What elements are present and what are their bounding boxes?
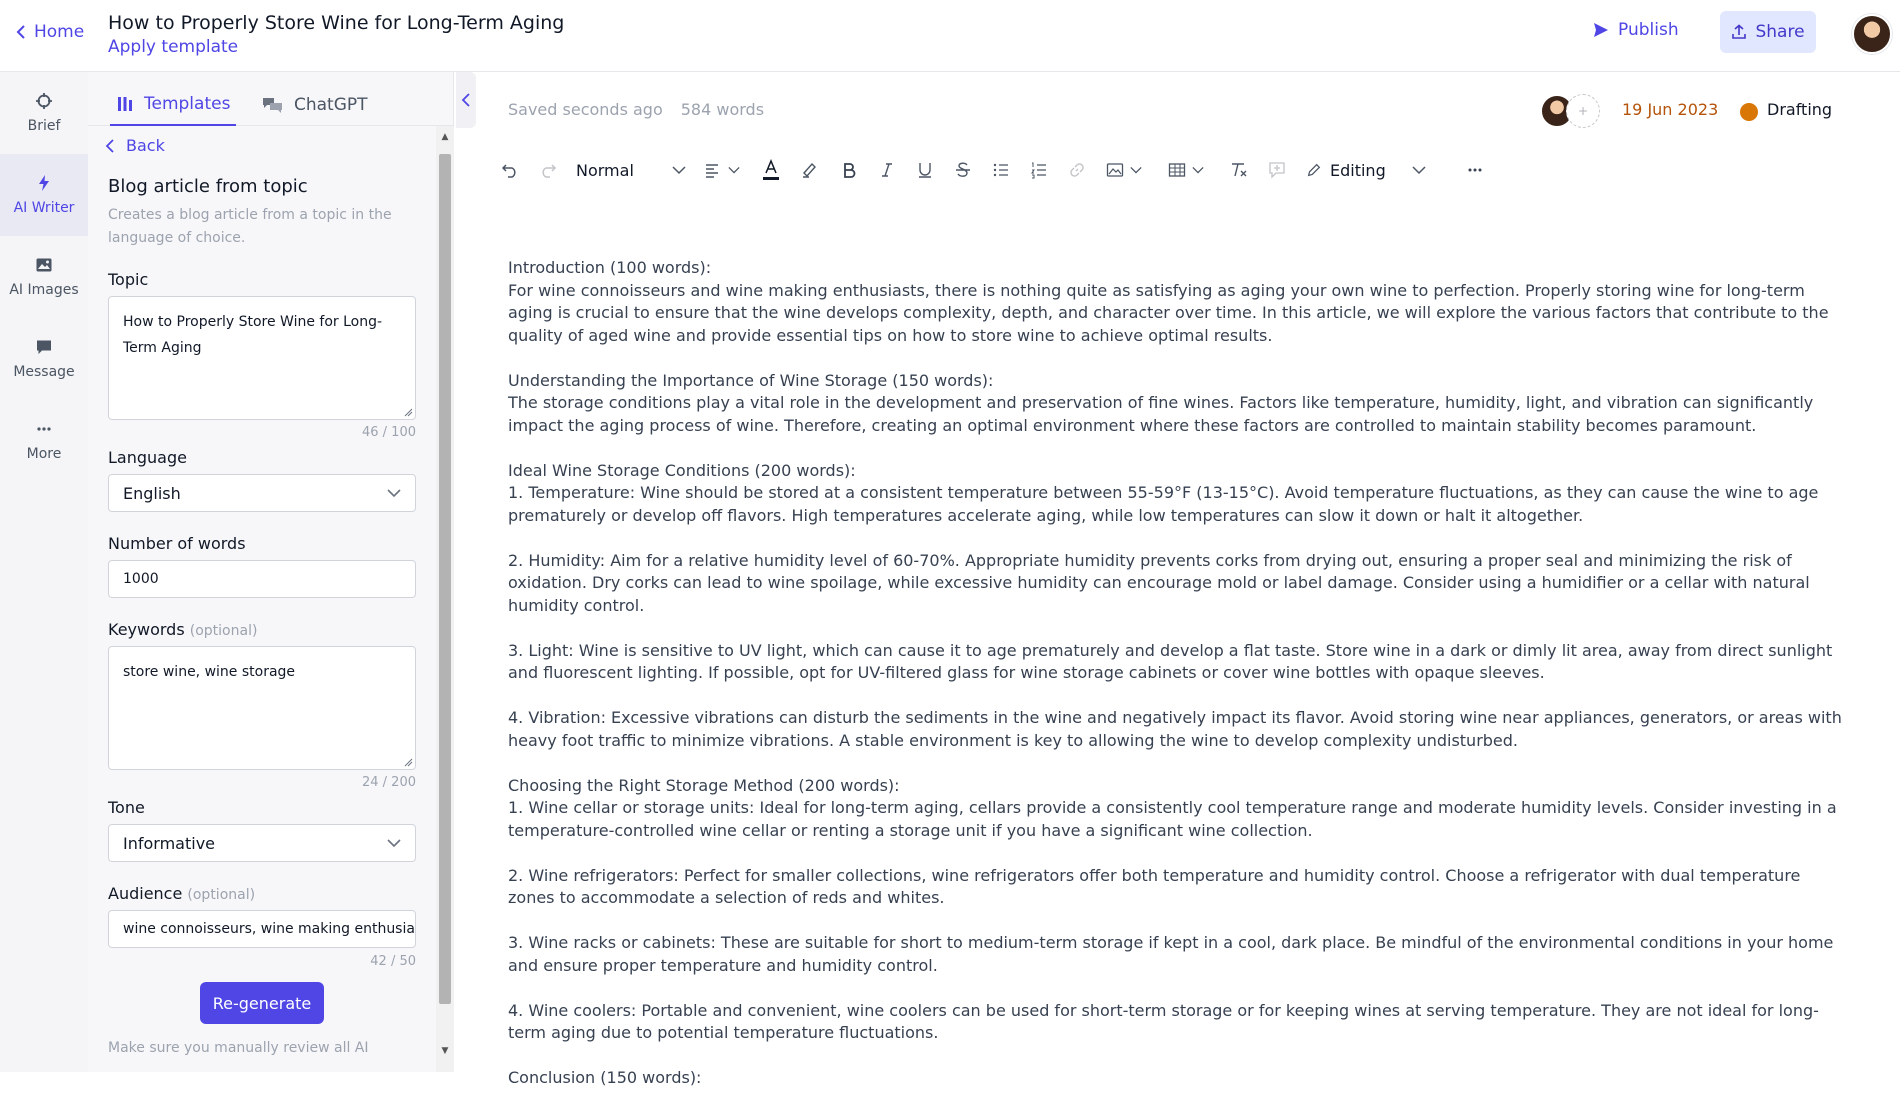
paragraph-text: 1. Wine cellar or storage units: Ideal for long-term aging, cellars provide a consistently cool temperature range and moderate humidity levels. Consider investing in a temperature-controlled wine cellar or renting a storage unit if you have a significant wine collection. <box>508 798 1837 840</box>
keywords-counter: 24 / 200 <box>362 775 416 790</box>
language-select[interactable] <box>108 474 416 512</box>
share-label: Share <box>1755 22 1805 42</box>
rail-label: Message <box>13 364 75 380</box>
paragraph-text: 4. Vibration: Excessive vibrations can disturb the sediments in the wine and negatively impact its flavor. Avoid storing wine near appliances, generators, or areas with heavy foot traffic to minimize vibrations. A stable environment is key to allowing the wine to develop complexity undisturbed. <box>508 708 1842 750</box>
rail-item-ai-images[interactable] <box>0 236 88 318</box>
paragraph-text: 3. Light: Wine is sensitive to UV light, which can cause it to age prematurely and develop a flat taste. Store wine in a dark or dimly lit area, away from direct sunlight and fluorescent lighting. If possible, opt for UV-filtered glass for wine storage cabinets or cover wine bottles with opaque sleeves. <box>508 640 1833 682</box>
home-link[interactable] <box>16 22 84 42</box>
message-icon <box>35 338 53 356</box>
topic-label: Topic <box>108 270 149 289</box>
chevron-left-icon <box>16 24 26 40</box>
resize-grip-icon[interactable] <box>403 407 413 417</box>
bold-icon <box>840 161 858 179</box>
save-status <box>508 100 764 119</box>
chevron-down-icon <box>1412 166 1426 174</box>
language-label: Language <box>108 448 187 467</box>
rail-item-brief[interactable] <box>0 72 88 154</box>
audience-input[interactable] <box>108 910 416 948</box>
tab-label: ChatGPT <box>294 95 368 115</box>
audience-label-text: Audience <box>108 884 183 903</box>
comment-add-icon <box>1268 161 1286 179</box>
scroll-thumb[interactable] <box>439 154 451 1004</box>
paragraph-text: The storage conditions play a vital role in the development and preservation of fine wines. Factors like temperature, humidity, light, and vibration can significantly impact the aging process of wine. Therefore, creating an optimal environment where these factors are controlled to maintain stability becomes paramount. <box>508 393 1814 435</box>
tab-label: Templates <box>144 94 231 114</box>
align-button[interactable] <box>702 154 742 186</box>
chevron-down-icon <box>387 839 401 847</box>
text-color-button[interactable] <box>758 154 784 186</box>
panel-scrollbar[interactable] <box>436 126 454 1072</box>
paragraph <box>508 257 1848 347</box>
language-value: English <box>123 483 181 503</box>
more-dots-icon <box>35 420 53 438</box>
rail-label: Brief <box>27 118 61 134</box>
words-value: 1000 <box>123 571 159 587</box>
saved-status: Saved seconds ago <box>508 100 663 119</box>
paragraph-text: 2. Humidity: Aim for a relative humidity level of 60-70%. Appropriate humidity prevents corks from drying out, ensuring a proper seal and minimizing the risk of oxidation. Dry corks can lead to wine spoilage, while excessive humidity can encourage mold or label damage. Consider using a humidifier or a cellar with natural humidity control. <box>508 550 1810 615</box>
paragraph-text: 1. Temperature: Wine should be stored at a consistent temperature between 55-59°F (13-15°C). Avoid temperature fluctuations, as they can cause the wine to age prematurely or develop off flavors. High temperatures accelerate aging, while low temperatures can slow it down or halt it altogether. <box>508 483 1819 525</box>
template-title: Blog article from topic <box>108 176 308 197</box>
collapse-panel-button[interactable] <box>456 72 476 128</box>
publish-button[interactable] <box>1592 20 1679 40</box>
redo-button[interactable] <box>534 154 562 186</box>
keywords-input[interactable] <box>108 646 416 770</box>
more-dots-icon <box>1466 161 1484 179</box>
apply-template-link[interactable]: Apply template <box>108 37 239 57</box>
back-link[interactable] <box>106 136 165 155</box>
home-label: Home <box>34 22 85 42</box>
rail-item-more[interactable] <box>0 400 88 482</box>
scroll-up-icon[interactable]: ▲ <box>441 132 449 142</box>
crosshair-icon <box>35 92 53 110</box>
image-icon <box>1106 161 1124 179</box>
paragraph <box>508 640 1848 685</box>
strikethrough-button[interactable] <box>950 154 976 186</box>
template-description: Creates a blog article from a topic in the language of choice. <box>108 207 392 246</box>
tone-value: Informative <box>123 833 215 853</box>
paragraph <box>508 707 1848 752</box>
redo-icon <box>539 161 557 179</box>
chevron-left-icon <box>462 93 470 107</box>
paragraph-heading: Understanding the Importance of Wine Storage (150 words): <box>508 370 994 390</box>
topic-input[interactable] <box>108 296 416 420</box>
words-label: Number of words <box>108 534 246 553</box>
audience-label <box>108 884 255 903</box>
italic-icon <box>878 161 896 179</box>
clear-format-button[interactable] <box>1226 154 1252 186</box>
keywords-label <box>108 620 257 639</box>
audience-counter: 42 / 50 <box>370 954 416 969</box>
regenerate-button[interactable]: Re-generate <box>200 982 324 1024</box>
underline-icon <box>916 161 934 179</box>
chevron-left-icon <box>106 139 114 153</box>
paragraph <box>508 460 1848 528</box>
paragraph-text: 3. Wine racks or cabinets: These are suitable for short to medium-term storage if kept in a cool, dark place. Be mindful of the environmental conditions in your home and ensure proper temperature and humidity control. <box>508 933 1834 975</box>
document-title[interactable]: How to Properly Store Wine for Long-Term Aging <box>108 12 565 34</box>
templates-icon <box>116 95 134 113</box>
insert-image-button[interactable] <box>1102 154 1146 186</box>
undo-icon <box>501 161 519 179</box>
audience-value: wine connoisseurs, wine making enthusia <box>123 921 415 937</box>
block-style-select[interactable] <box>576 154 686 186</box>
user-avatar[interactable] <box>1852 14 1892 54</box>
rail-label: More <box>26 446 62 462</box>
bold-button[interactable] <box>836 154 862 186</box>
share-button[interactable] <box>1720 11 1816 53</box>
paragraph-text: 4. Wine coolers: Portable and convenient, wine coolers can be used for short-term storage or for keeping wines at serving temperature. They are not ideal for long-term aging due to potential temperature fluctuations. <box>508 1000 1819 1042</box>
back-label: Back <box>126 136 165 155</box>
more-options-button[interactable] <box>1462 154 1488 186</box>
status-dot <box>1740 103 1758 121</box>
link-icon <box>1068 161 1086 179</box>
topic-value: How to Properly Store Wine for Long-Term Aging <box>123 314 383 356</box>
publish-label: Publish <box>1618 20 1679 40</box>
insert-table-button[interactable] <box>1164 154 1208 186</box>
paragraph <box>508 1067 1848 1090</box>
keywords-value: store wine, wine storage <box>123 664 296 680</box>
collaborators[interactable] <box>1540 94 1606 132</box>
numbered-list-icon <box>1030 161 1048 179</box>
tab-chatgpt[interactable] <box>256 84 374 126</box>
lightning-icon <box>35 174 53 192</box>
strikethrough-icon <box>954 161 972 179</box>
due-date[interactable]: 19 Jun 2023 <box>1622 100 1719 119</box>
document-body[interactable] <box>508 257 1848 1112</box>
highlighter-icon <box>800 161 818 179</box>
word-count: 584 words <box>680 100 765 119</box>
paragraph-heading: Introduction (100 words): <box>508 258 712 277</box>
top-bar <box>0 0 1900 72</box>
paragraph <box>508 865 1848 910</box>
paragraph <box>508 550 1848 618</box>
optional-hint: (optional) <box>187 887 256 903</box>
clear-format-icon <box>1230 161 1248 179</box>
text-color-icon <box>762 159 780 181</box>
topic-counter: 46 / 100 <box>362 425 416 440</box>
paragraph <box>508 932 1848 977</box>
paragraph-heading: Conclusion (150 words): <box>508 1068 702 1087</box>
rail-item-message[interactable] <box>0 318 88 400</box>
status-label[interactable]: Drafting <box>1767 100 1833 119</box>
paragraph-heading: Choosing the Right Storage Method (200 words): <box>508 775 900 795</box>
rail-item-ai-writer[interactable] <box>0 154 88 236</box>
rail-label: AI Images <box>9 282 79 298</box>
review-footnote: Make sure you manually review all AI <box>108 1040 369 1056</box>
paragraph-text: 2. Wine refrigerators: Perfect for smaller collections, wine refrigerators offer both temperature and humidity control. Choose a refrigerator with dual temperature zones to accommodate a selection of reds and whites. <box>508 865 1801 907</box>
paragraph <box>508 370 1848 438</box>
paragraph <box>508 1000 1848 1045</box>
panel-tabs <box>88 72 454 126</box>
chevron-down-icon <box>387 489 401 497</box>
chat-bubbles-icon <box>262 96 284 114</box>
highlight-button[interactable] <box>796 154 822 186</box>
rail-label: AI Writer <box>13 200 75 216</box>
mode-value: Editing <box>1330 160 1386 180</box>
table-icon <box>1168 161 1186 179</box>
numbered-list-button[interactable] <box>1026 154 1052 186</box>
bullet-list-icon <box>992 161 1010 179</box>
mode-select[interactable] <box>1306 154 1426 186</box>
block-style-value: Normal <box>576 160 634 180</box>
words-input[interactable] <box>108 560 416 598</box>
comment-button[interactable] <box>1264 154 1290 186</box>
tone-label: Tone <box>108 798 145 817</box>
paragraph-text: For wine connoisseurs and wine making enthusiasts, there is nothing quite as satisfying as aging your own wine to perfection. Properly storing wine for long-term aging is crucial to ensure that the wine develops complexity, depth, and character over time. In this article, we will explore the various factors that contribute to the quality of aged wine and provide essential tips on how to store wine to achieve optimal results. <box>508 280 1829 345</box>
link-button[interactable] <box>1064 154 1090 186</box>
chevron-down-icon <box>1192 166 1204 174</box>
resize-grip-icon[interactable] <box>403 757 413 767</box>
align-left-icon <box>704 161 722 179</box>
italic-button[interactable] <box>874 154 900 186</box>
chevron-down-icon <box>1130 166 1142 174</box>
ai-writer-panel <box>88 72 454 1072</box>
pencil-icon <box>1306 162 1322 178</box>
tab-templates[interactable] <box>110 84 236 126</box>
left-rail <box>0 72 88 1072</box>
paragraph <box>508 775 1848 843</box>
underline-button[interactable] <box>912 154 938 186</box>
bullet-list-button[interactable] <box>988 154 1014 186</box>
tone-select[interactable] <box>108 824 416 862</box>
image-icon <box>35 256 53 274</box>
add-collaborator-icon[interactable]: + <box>1566 94 1600 128</box>
paragraph-heading: Ideal Wine Storage Conditions (200 words): <box>508 460 856 480</box>
keywords-label-text: Keywords <box>108 620 185 639</box>
editor-toolbar <box>496 154 1496 186</box>
scroll-down-icon[interactable]: ▼ <box>441 1046 449 1056</box>
chevron-down-icon <box>728 166 740 174</box>
send-icon <box>1592 21 1610 39</box>
optional-hint: (optional) <box>189 623 258 639</box>
chevron-down-icon <box>672 166 686 174</box>
undo-button[interactable] <box>496 154 524 186</box>
upload-icon <box>1731 24 1747 40</box>
